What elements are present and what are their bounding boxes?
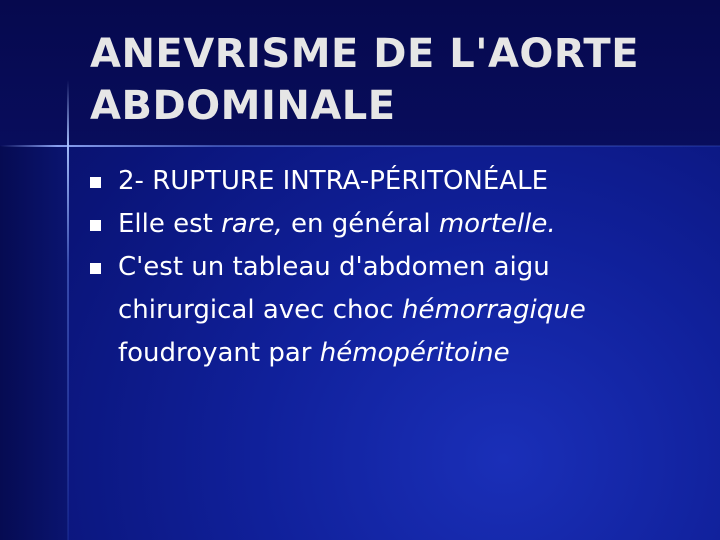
bullet-text: 2- RUPTURE INTRA-PÉRITONÉALE xyxy=(118,166,549,196)
bullet-line xyxy=(118,289,698,332)
slide-title xyxy=(90,28,700,132)
bullet-list xyxy=(88,160,698,375)
bullet-text-italic: mortelle. xyxy=(438,209,556,239)
bullet-item-2 xyxy=(88,203,698,246)
bullet-line xyxy=(118,203,698,246)
bullet-item-1 xyxy=(88,160,698,203)
left-band xyxy=(0,146,68,540)
bullet-text: chirurgical avec choc xyxy=(118,295,402,325)
bullet-text: en général xyxy=(282,209,439,239)
slide-title-line-2: ABDOMINALE xyxy=(90,83,396,129)
bullet-line xyxy=(118,332,698,375)
slide-title-line-1: ANEVRISME DE L'AORTE xyxy=(90,31,640,77)
bullet-text-italic: rare, xyxy=(221,209,283,239)
square-bullet-icon xyxy=(90,263,101,274)
square-bullet-icon xyxy=(90,220,101,231)
bullet-text: foudroyant par xyxy=(118,338,320,368)
bullet-line xyxy=(118,246,698,289)
decorative-horizontal-line xyxy=(0,145,720,147)
bullet-item-3 xyxy=(88,246,698,375)
bullet-line xyxy=(118,160,698,203)
bullet-text-italic: hémorragique xyxy=(401,295,586,325)
square-bullet-icon xyxy=(90,177,101,188)
bullet-text-italic: hémopéritoine xyxy=(319,338,510,368)
bullet-text: C'est un tableau d'abdomen aigu xyxy=(118,252,550,282)
decorative-vertical-line xyxy=(67,80,69,540)
bullet-text: Elle est xyxy=(118,209,222,239)
